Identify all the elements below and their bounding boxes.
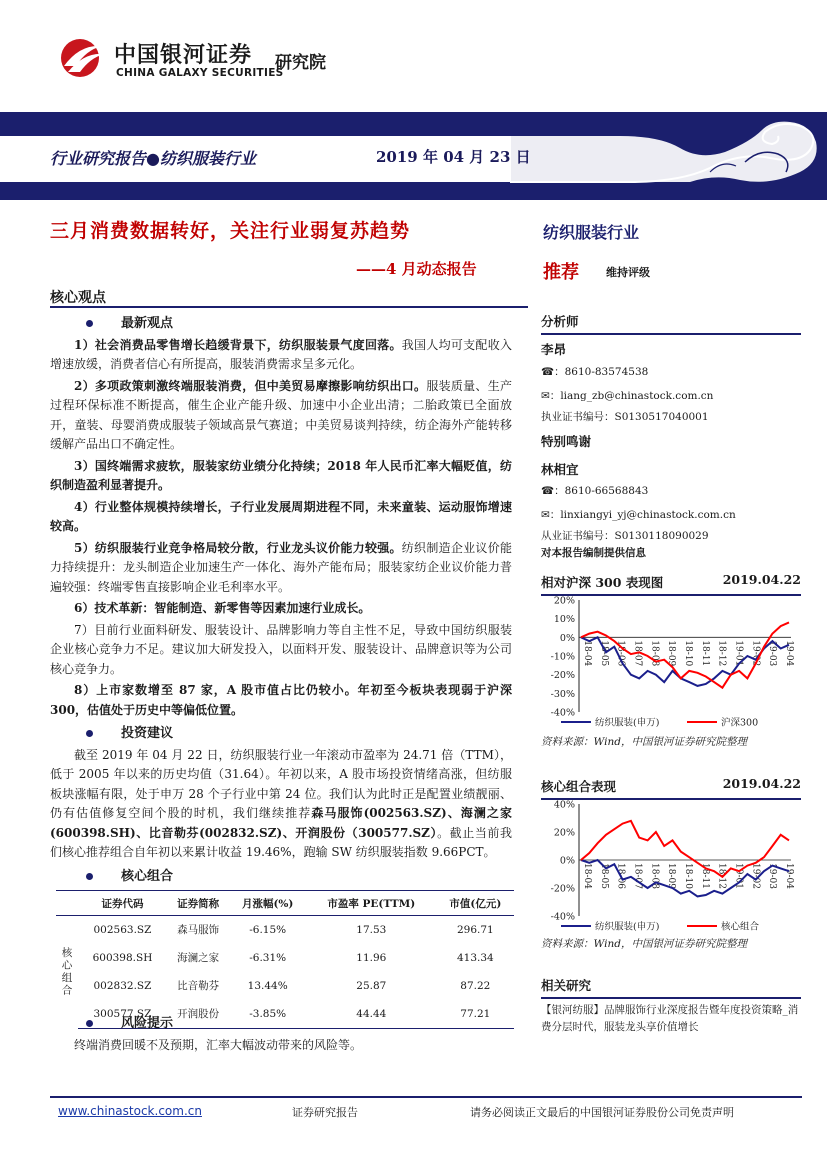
chart2-source: 资料来源：Wind，中国银河证券研究院整理: [541, 938, 747, 950]
risk-text: 终端消费回暖不及预期，汇率大幅波动带来的风险等。: [74, 1037, 363, 1052]
x-tick-label: 18-10: [683, 640, 693, 667]
bullet-icon: [86, 320, 93, 327]
chart1-title: 相对沪深 300 表现图: [541, 575, 664, 590]
invest-heading: 投资建议: [121, 726, 174, 741]
report-title: 三月消费数据转好，关注行业弱复苏趋势: [50, 220, 411, 242]
mail-icon: ✉：: [541, 509, 561, 521]
thanks-phone-row: ☎：8610-66568843: [541, 485, 649, 497]
chart2-date: 2019.04.22: [722, 776, 801, 791]
analyst-cert: 执业证书编号：S0130517040001: [541, 410, 709, 423]
related-heading: 相关研究: [541, 978, 592, 993]
footer-url-link[interactable]: www.chinastock.com.cn: [58, 1104, 202, 1118]
core-portfolio-table: [56, 890, 514, 1029]
analyst-block: [541, 312, 801, 424]
table-cell: -6.31%: [249, 951, 287, 964]
phone-icon: ☎：: [541, 365, 565, 378]
analyst-name: 李昂: [541, 341, 567, 357]
brand-name-en: CHINA GALAXY SECURITIES: [116, 67, 284, 79]
y-tick-label: 0%: [559, 632, 575, 644]
thanks-block: [541, 432, 801, 560]
col-header: 证券代码: [78, 891, 167, 916]
relative-performance-chart: [541, 592, 803, 732]
table-header-row: [56, 891, 514, 916]
chart1-source: 资料来源：Wind，中国银河证券研究院整理: [541, 736, 747, 748]
sector-name: 纺织服装行业: [543, 223, 640, 242]
risk-section: [50, 1014, 512, 1055]
report-subtitle: ——4 月动态报告: [356, 260, 477, 278]
y-tick-label: 0%: [559, 855, 575, 867]
analyst-email[interactable]: liang_zb@chinastock.com.cn: [560, 389, 714, 402]
x-tick-label: 18-11: [699, 640, 710, 667]
x-tick-label: 18-09: [666, 863, 677, 889]
table-cell: -3.85%: [229, 1000, 306, 1029]
col-header: 市值(亿元): [437, 891, 514, 916]
phone-icon: ☎：: [541, 485, 565, 497]
x-tick-label: 19-04: [784, 640, 794, 667]
footer-rule: [50, 1096, 802, 1098]
y-tick-label: -40%: [550, 911, 575, 923]
y-tick-label: 10%: [553, 614, 575, 626]
footer-disclaimer: 请务必阅读正文最后的中国银河证券股份公司免责声明: [470, 1106, 734, 1119]
table-cell: 海澜之家: [177, 952, 220, 964]
table-cell: 森马服饰: [177, 924, 220, 936]
table-cell: 002563.SZ: [93, 923, 152, 936]
point-6: 6）技术革新：智能制造、新零售等因素加速行业成长。: [74, 601, 371, 615]
point-7: 7）目前行业面料研发、服装设计、品牌影响力等自主性不足，导致中国纺织服装企业核心竞争力不足。建议加大研发投入，以面料开发、服装设计、品牌意识等为公司核心竞争力。: [50, 622, 512, 676]
table-cell: 11.96: [356, 951, 387, 964]
table-row: [56, 972, 514, 1000]
table-cell: 44.44: [306, 1000, 437, 1029]
x-tick-label: 19-03: [767, 863, 778, 889]
table-cell: 13.44%: [247, 979, 288, 992]
x-tick-label: 18-11: [699, 863, 710, 889]
table-cell: 600398.SH: [92, 951, 153, 964]
footer-label: 证券研究报告: [292, 1106, 358, 1119]
x-tick-label: 19-02: [750, 640, 761, 667]
legend-label: 沪深300: [721, 717, 759, 729]
table-cell: -6.15%: [249, 923, 287, 936]
y-tick-label: 40%: [553, 799, 575, 811]
report-date: 2019 年 04 月 23 日: [376, 148, 531, 166]
x-tick-label: 18-12: [716, 640, 727, 667]
cloud-swirl-decoration: [510, 112, 827, 200]
y-tick-label: -10%: [550, 651, 575, 663]
report-type-label: 行业研究报告●纺织服装行业: [50, 149, 256, 168]
point-1: 1）社会消费品零售增长趋缓背景下，纺织服装景气度回落。我国人均可支配收入增速放缓，消费者信心有所提高，服装消费需求呈多元化。: [50, 337, 512, 371]
x-tick-label: 18-06: [615, 640, 626, 667]
col-header: 证券简称: [167, 891, 229, 916]
table-cell: 300577.SZ: [78, 1000, 167, 1029]
x-tick-label: 19-04: [784, 863, 794, 889]
rating-label: 推荐: [543, 262, 579, 283]
table-cell: 开润股份: [167, 1000, 229, 1029]
col-header: 月涨幅(%): [229, 891, 306, 916]
x-tick-label: 18-04: [582, 640, 592, 667]
section-rule: [50, 306, 528, 308]
rating-note: 维持评级: [606, 266, 650, 279]
table-row: [56, 916, 514, 945]
x-tick-label: 18-09: [666, 640, 677, 667]
related-block: [541, 976, 801, 1036]
bullet-icon: [86, 1020, 93, 1027]
x-tick-label: 18-10: [683, 863, 693, 889]
table-side-label: 核心组合: [60, 946, 73, 997]
core-view-heading: 核心观点: [50, 290, 106, 306]
col-header: 市盈率 PE(TTM): [306, 891, 437, 916]
table-row: [56, 944, 514, 972]
thanks-email[interactable]: linxiangyi_yj@chinastock.com.cn: [560, 509, 736, 521]
institute-label: 研究院: [275, 53, 326, 73]
analyst-phone-row: ☎：8610-83574538: [541, 365, 649, 378]
x-tick-label: 18-06: [615, 863, 626, 889]
x-tick-label: 19-02: [750, 863, 761, 889]
chart1-date: 2019.04.22: [722, 572, 801, 587]
bullet-icon: [86, 873, 93, 880]
galaxy-logo-icon: [56, 36, 106, 80]
bullet-icon: [86, 730, 93, 737]
thanks-heading: 特别鸣谢: [541, 434, 592, 449]
thanks-note: 对本报告编制提供信息: [541, 547, 646, 559]
x-tick-label: 19-01: [733, 863, 744, 889]
legend-label: 核心组合: [721, 921, 760, 933]
thanks-cert: 从业证书编号：S0130118090029: [541, 530, 709, 542]
analyst-heading: 分析师: [541, 314, 579, 329]
chart2-title: 核心组合表现: [541, 779, 617, 794]
point-4: 4）行业整体规模持续增长，子行业发展周期进程不同，未来童装、运动服饰增速较高。: [50, 499, 512, 533]
rc-rule: [541, 333, 801, 335]
table-cell: 002832.SZ: [93, 979, 152, 992]
x-tick-label: 18-07: [632, 863, 643, 889]
thanks-name: 林相宜: [541, 462, 579, 477]
x-tick-label: 19-03: [767, 640, 778, 667]
y-tick-label: 20%: [553, 827, 575, 839]
risk-heading: 风险提示: [121, 1016, 174, 1031]
brand-name-cn: 中国银河证券: [114, 43, 253, 68]
y-tick-label: -20%: [550, 670, 575, 682]
core-portfolio-chart: [541, 796, 803, 934]
x-tick-label: 18-07: [632, 640, 643, 667]
table-cell: 25.87: [356, 979, 387, 992]
latest-view-section: [50, 314, 512, 886]
point-2: 2）多项政策刺激终端服装消费，但中美贸易摩擦影响纺织出口。服装质量、生产过程环保标准不断提高，催生企业产能升级、加速中小企业出清；二胎政策已全面放开，童装、母婴消费成服装子领域高景气赛道；中美贸易谈判持续，纺企海外产能转移缓解产品出口不确定性。: [50, 378, 512, 451]
point-3: 3）国终端需求疲软，服装家纺业绩分化持续；2018 年人民币汇率大幅贬值，纺织制造盈利显著提升。: [50, 458, 512, 492]
y-tick-label: -20%: [550, 883, 575, 895]
rc-rule: [541, 997, 801, 999]
x-tick-label: 18-05: [598, 863, 609, 889]
x-tick-label: 18-05: [598, 640, 609, 667]
thanks-email-row[interactable]: [541, 507, 801, 522]
analyst-email-row[interactable]: [541, 388, 801, 403]
y-tick-label: 20%: [553, 595, 575, 607]
mail-icon: ✉：: [541, 389, 561, 402]
table-cell: 77.21: [437, 1000, 514, 1029]
legend-label: 纺织服装(申万): [595, 717, 660, 729]
y-tick-label: -40%: [550, 707, 575, 719]
table-cell: 87.22: [460, 979, 491, 992]
point-5: 5）纺织服装行业竞争格局较分散，行业龙头议价能力较强。纺织制造企业议价能力持续提升：龙头制造企业加速生产一体化、海外产能布局；服装家纺企业议价能力普遍较强：终端零售直接影响企业毛利率水平。: [50, 540, 512, 594]
related-link[interactable]: 【银河纺服】品牌服饰行业深度报告暨年度投资策略_消费分层时代，服装龙头享价值增长: [541, 1003, 799, 1033]
latest-view-heading: 最新观点: [121, 316, 174, 331]
invest-text: 截至 2019 年 04 月 22 日，纺织服装行业一年滚动市盈率为 24.71 倍（TTM），低于 2005 年以来的历史均值（31.64）。年初以来，A 股市场投资情绪高涨，但纺服板块涨幅有限，处于申万 28 个子行业中第 24 位。我们认为此时正是配置业绩靓丽、仍有估值修复空间个股的时机，我们继续推荐森马服饰(002563.SZ)、海澜之家(600398.SH)、比音勒芬(002832.SZ)、开润股份（300577.SZ）。截止当前我们核心推荐组合自年初以来累计收益 19.46%，跑输 SW 纺织服装指数 9.66PCT。: [50, 747, 512, 859]
x-tick-label: 18-12: [716, 863, 727, 889]
legend-label: 纺织服装(申万): [595, 921, 660, 933]
table-cell: 17.53: [356, 923, 387, 936]
x-tick-label: 18-04: [582, 863, 592, 889]
table-cell: 比音勒芬: [177, 980, 220, 992]
x-tick-label: 18-08: [649, 863, 660, 889]
table-cell: 413.34: [456, 951, 494, 964]
table-cell: 296.71: [456, 923, 494, 936]
point-8: 8）上市家数增至 87 家，A 股市值占比仍较小。年初至今板块表现弱于沪深 300，估值处于历史中等偏低位置。: [50, 683, 512, 717]
x-tick-label: 19-01: [733, 640, 744, 667]
y-tick-label: -30%: [550, 688, 575, 700]
portfolio-heading: 核心组合: [121, 868, 174, 884]
x-tick-label: 18-08: [649, 640, 660, 667]
